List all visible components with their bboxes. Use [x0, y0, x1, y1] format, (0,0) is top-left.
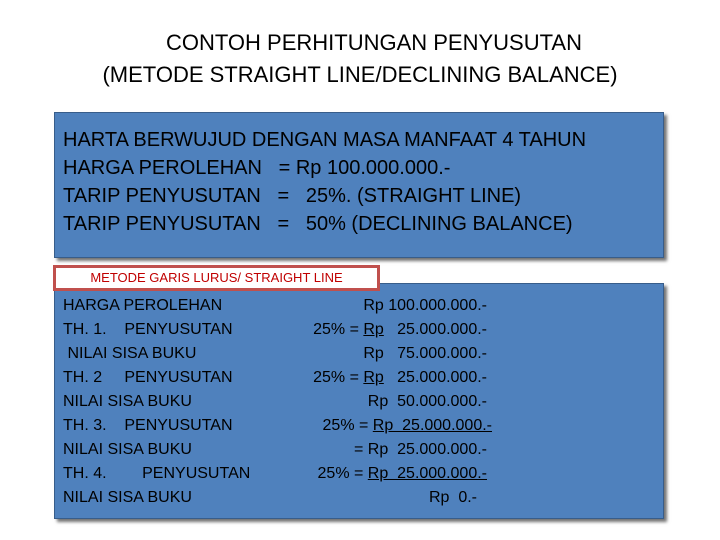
row-value: Rp 75.000.000.-: [363, 345, 487, 362]
calc-row: [55, 318, 663, 342]
asset-info-box: [54, 112, 664, 258]
row-label: NILAI SISA BUKU: [63, 393, 192, 410]
row-label: NILAI SISA BUKU: [63, 489, 192, 506]
calc-row: [55, 366, 663, 390]
slide-title-line-1: CONTOH PERHITUNGAN PENYUSUTAN: [165, 30, 582, 55]
calc-row: [55, 294, 663, 318]
straight-line-rate: TARIP PENYUSUTAN = 25%. (STRAIGHT LINE): [63, 185, 522, 207]
row-value: Rp 100.000.000.-: [363, 297, 487, 314]
row-label: TH. 1. PENYUSUTAN: [63, 321, 233, 338]
row-value: Rp 0.-: [428, 489, 477, 506]
row-label: TH. 4. PENYUSUTAN: [63, 465, 251, 482]
row-value: 25% = Rp 25.000.000.-: [317, 465, 487, 482]
calc-row: [55, 438, 663, 462]
row-label: TH. 3. PENYUSUTAN: [63, 417, 233, 434]
row-label: HARGA PEROLEHAN: [63, 297, 223, 314]
row-value: 25% = Rp 25.000.000.-: [322, 417, 492, 434]
calc-row: [55, 486, 663, 510]
row-value: 25% = Rp 25.000.000.-: [313, 369, 487, 386]
calc-row: [55, 462, 663, 486]
acquisition-cost: HARGA PEROLEHAN = Rp 100.000.000.-: [63, 157, 451, 179]
slide-title-line-2: (METODE STRAIGHT LINE/DECLINING BALANCE): [102, 62, 618, 87]
row-label: NILAI SISA BUKU: [63, 441, 192, 458]
calculation-box: [54, 283, 664, 519]
declining-balance-rate: TARIP PENYUSUTAN = 50% (DECLINING BALANCE): [63, 213, 573, 235]
row-value: Rp 50.000.000.-: [367, 393, 487, 410]
row-value: = Rp 25.000.000.-: [354, 441, 487, 458]
calc-row: [55, 342, 663, 366]
row-label: TH. 2 PENYUSUTAN: [63, 369, 233, 386]
row-value: 25% = Rp 25.000.000.-: [313, 321, 487, 338]
calc-row: [55, 390, 663, 414]
asset-description: HARTA BERWUJUD DENGAN MASA MANFAAT 4 TAHUN: [63, 129, 587, 151]
row-label: NILAI SISA BUKU: [63, 345, 197, 362]
calc-row: [55, 414, 663, 438]
method-label: METODE GARIS LURUS/ STRAIGHT LINE: [53, 265, 380, 291]
